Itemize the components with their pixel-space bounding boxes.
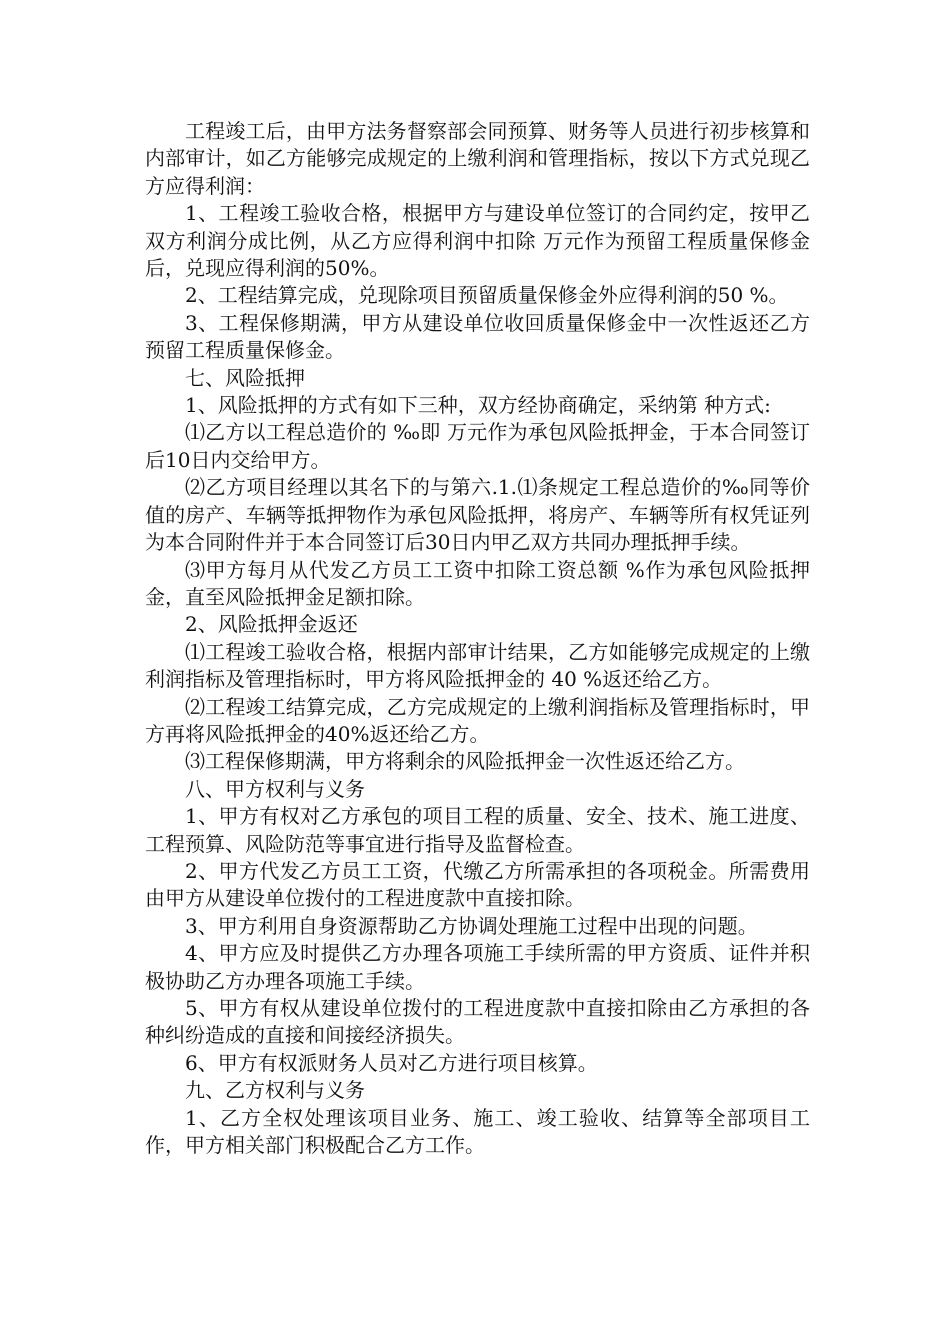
paragraph: 1、甲方有权对乙方承包的项目工程的质量、安全、技术、施工进度、工程预算、风险防范等事宜进行指导及监督检查。 [145, 804, 810, 856]
paragraph: 4、甲方应及时提供乙方办理各项施工手续所需的甲方资质、证件并积极协助乙方办理各项施工手续。 [145, 941, 810, 993]
section-heading: 九、乙方权利与义务 [185, 1078, 365, 1103]
paragraph: 2、工程结算完成，兑现除项目预留质量保修金外应得利润的50 %。 [185, 283, 789, 308]
paragraph: 3、工程保修期满，甲方从建设单位收回质量保修金中一次性返还乙方预留工程质量保修金。 [145, 310, 810, 363]
paragraph: 1、乙方全权处理该项目业务、施工、竣工验收、结算等全部项目工作，甲方相关部门积极配合乙方工作。 [145, 1105, 810, 1158]
paragraph: 工程竣工后，由甲方法务督察部会同预算、财务等人员进行初步核算和内部审计，如乙方能够完成规定的上缴利润和管理指标，按以下方式兑现乙方应得利润： [145, 119, 810, 198]
paragraph: 1、风险抵押的方式有如下三种，双方经协商确定，采纳第 种方式: [185, 393, 771, 418]
paragraph: ⑵乙方项目经理以其名下的与第六.1.⑴条规定工程总造价的‰同等价值的房产、车辆等抵押物作为承包风险抵押，将房产、车辆等所有权凭证列为本合同附件并于本合同签订后30日内甲乙双方共同办理抵押手续。 [145, 475, 810, 555]
paragraph: 3、甲方利用自身资源帮助乙方协调处理施工过程中出现的问题。 [185, 913, 758, 938]
section-heading: 七、风险抵押 [185, 365, 305, 390]
paragraph: ⑴乙方以工程总造价的 ‰即 万元作为承包风险抵押金，于本合同签订后10日内交给甲方。 [145, 420, 810, 472]
subsection-heading: 2、风险抵押金返还 [185, 612, 358, 637]
paragraph: 2、甲方代发乙方员工工资，代缴乙方所需承担的各项税金。所需费用由甲方从建设单位拨付的工程进度款中直接扣除。 [145, 858, 810, 911]
paragraph: ⑶工程保修期满，甲方将剩余的风险抵押金一次性返还给乙方。 [185, 749, 745, 774]
paragraph: ⑴工程竣工验收合格，根据内部审计结果，乙方如能够完成规定的上缴利润指标及管理指标时，甲方将风险抵押金的 40 %返还给乙方。 [145, 639, 810, 692]
section-heading: 八、甲方权利与义务 [185, 776, 365, 801]
paragraph: 5、甲方有权从建设单位拨付的工程进度款中直接扣除由乙方承担的各种纠纷造成的直接和间接经济损失。 [145, 996, 810, 1048]
paragraph: ⑵工程竣工结算完成，乙方完成规定的上缴利润指标及管理指标时，甲方再将风险抵押金的40%返还给乙方。 [145, 694, 810, 746]
paragraph: 6、甲方有权派财务人员对乙方进行项目核算。 [185, 1050, 598, 1075]
paragraph: ⑶甲方每月从代发乙方员工工资中扣除工资总额 %作为承包风险抵押金，直至风险抵押金足额扣除。 [145, 557, 810, 609]
paragraph: 1、工程竣工验收合格，根据甲方与建设单位签订的合同约定，按甲乙双方利润分成比例，从乙方应得利润中扣除 万元作为预留工程质量保修金后，兑现应得利润的50%。 [145, 201, 810, 281]
document-body [145, 118, 810, 1159]
